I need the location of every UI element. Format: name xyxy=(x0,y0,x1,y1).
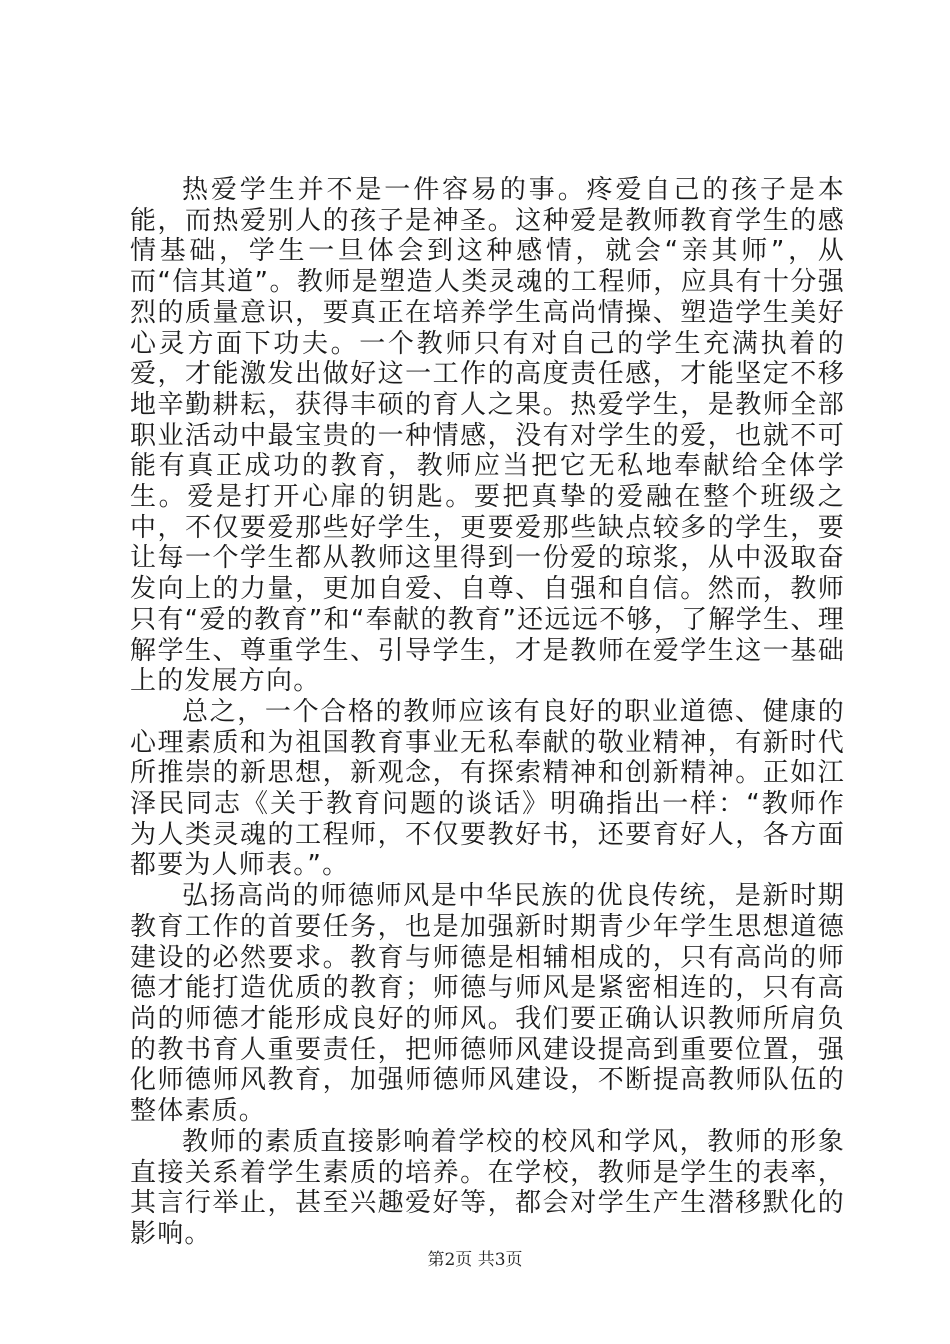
document-body xyxy=(130,175,845,1250)
paragraph-teacher-quality: 教师的素质直接影响着学校的校风和学风，教师的形象直接关系着学生素质的培养。在学校，教师是学生的表率，其言行举止，甚至兴趣爱好等，都会对学生产生潜移默化的影响。 xyxy=(130,1126,845,1249)
page-number-footer: 第2页 共3页 xyxy=(427,1250,523,1270)
paragraph-teacher-ethics: 弘扬高尚的师德师风是中华民族的优良传统，是新时期教育工作的首要任务，也是加强新时期青少年学生思想道德建设的必然要求。教育与师德是相辅相成的，只有高尚的师德才能打造优质的教育；师德与师风是紧密相连的，只有高尚的师德才能形成良好的师风。我们要正确认识教师所肩负的教书育人重要责任，把师德师风建设提高到重要位置，强化师德师风教育，加强师德师风建设，不断提高教师队伍的整体素质。 xyxy=(130,881,845,1127)
paragraph-summary: 总之，一个合格的教师应该有良好的职业道德、健康的心理素质和为祖国教育事业无私奉献的敬业精神，有新时代所推崇的新思想，新观念，有探索精神和创新精神。正如江泽民同志《关于教育问题的谈话》明确指出一样：“教师作为人类灵魂的工程师，不仅要教好书，还要育好人，各方面都要为人师表。”。 xyxy=(130,696,845,881)
paragraph-love-students: 热爱学生并不是一件容易的事。疼爱自己的孩子是本能，而热爱别人的孩子是神圣。这种爱是教师教育学生的感情基础，学生一旦体会到这种感情，就会“亲其师”，从而“信其道”。教师是塑造人类灵魂的工程师，应具有十分强烈的质量意识，要真正在培养学生高尚情操、塑造学生美好心灵方面下功夫。一个教师只有对自己的学生充满执着的爱，才能激发出做好这一工作的高度责任感，才能坚定不移地辛勤耕耘，获得丰硕的育人之果。热爱学生，是教师全部职业活动中最宝贵的一种情感，没有对学生的爱，也就不可能有真正成功的教育，教师应当把它无私地奉献给全体学生。爱是打开心扉的钥匙。要把真挚的爱融在整个班级之中，不仅要爱那些好学生，更要爱那些缺点较多的学生，要让每一个学生都从教师这里得到一份爱的琼浆，从中汲取奋发向上的力量，更加自爱、自尊、自强和自信。然而，教师只有“爱的教育”和“奉献的教育”还远远不够，了解学生、理解学生、尊重学生、引导学生，才是教师在爱学生这一基础上的发展方向。 xyxy=(130,175,845,697)
